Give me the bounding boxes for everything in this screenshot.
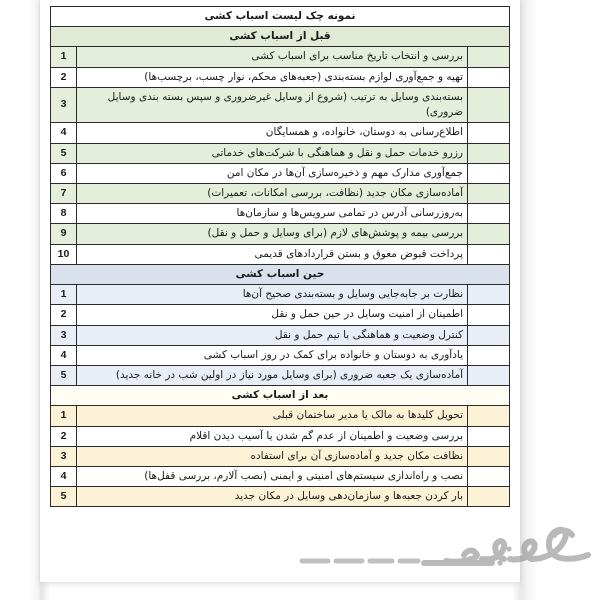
table-row [51, 487, 510, 507]
task-description: آماده‌سازی مکان جدید (نظافت، بررسی امکانات، تعمیرات) [77, 183, 468, 203]
row-number: 2 [51, 305, 77, 325]
section-heading: قبل از اسباب کشی [51, 27, 510, 47]
task-description: نصب و راه‌اندازی سیستم‌های امنیتی و ایمنی (نصب آلارم، بررسی قفل‌ها) [77, 467, 468, 487]
checkbox-cell[interactable] [468, 446, 510, 466]
checklist-table [50, 6, 510, 507]
table-row [51, 305, 510, 325]
row-number: 10 [51, 244, 77, 264]
checkbox-cell[interactable] [468, 123, 510, 143]
task-description: تحویل کلیدها به مالک یا مدیر ساختمان قبلی [77, 406, 468, 426]
checkbox-cell[interactable] [468, 365, 510, 385]
row-number: 5 [51, 365, 77, 385]
section-heading-row [51, 264, 510, 284]
row-number: 2 [51, 426, 77, 446]
row-number: 7 [51, 183, 77, 203]
checkbox-cell[interactable] [468, 325, 510, 345]
task-description: بسته‌بندی وسایل به ترتیب (شروع از وسایل غیرضروری و سپس بسته بندی وسایل ضروری) [77, 87, 468, 122]
table-row [51, 47, 510, 67]
section-heading: بعد از اسباب کشی [51, 386, 510, 406]
row-number: 3 [51, 87, 77, 122]
task-description: پرداخت قبوض معوق و بستن قراردادهای قدیمی [77, 244, 468, 264]
task-description: تهیه و جمع‌آوری لوازم بسته‌بندی (جعبه‌های محکم، نوار چسب، برچسب‌ها) [77, 67, 468, 87]
task-description: اطمینان از امنیت وسایل در حین حمل و نقل [77, 305, 468, 325]
table-row [51, 87, 510, 122]
table-row [51, 143, 510, 163]
section-heading-row [51, 386, 510, 406]
checkbox-cell[interactable] [468, 224, 510, 244]
row-number: 6 [51, 163, 77, 183]
row-number: 1 [51, 406, 77, 426]
table-row [51, 325, 510, 345]
checkbox-cell[interactable] [468, 163, 510, 183]
row-number: 1 [51, 47, 77, 67]
checkbox-cell[interactable] [468, 426, 510, 446]
task-description: اطلاع‌رسانی به دوستان، خانواده، و همسایگان [77, 123, 468, 143]
task-description: رزرو خدمات حمل و نقل و هماهنگی با شرکت‌های خدماتی [77, 143, 468, 163]
row-number: 2 [51, 67, 77, 87]
row-number: 4 [51, 467, 77, 487]
table-row [51, 224, 510, 244]
table-row [51, 446, 510, 466]
row-number: 5 [51, 143, 77, 163]
checkbox-cell[interactable] [468, 183, 510, 203]
table-row [51, 285, 510, 305]
task-description: بررسی و انتخاب تاریخ مناسب برای اسباب کشی [77, 47, 468, 67]
row-number: 9 [51, 224, 77, 244]
row-number: 3 [51, 446, 77, 466]
checkbox-cell[interactable] [468, 87, 510, 122]
table-row [51, 123, 510, 143]
table-row [51, 406, 510, 426]
task-description: یادآوری به دوستان و خانواده برای کمک در روز اسباب کشی [77, 345, 468, 365]
task-description: کنترل وضعیت و هماهنگی با تیم حمل و نقل [77, 325, 468, 345]
task-description: آماده‌سازی یک جعبه ضروری (برای وسایل مورد نیاز در اولین شب در خانه جدید) [77, 365, 468, 385]
table-row [51, 426, 510, 446]
table-row [51, 163, 510, 183]
task-description: بررسی بیمه و پوشش‌های لازم (برای وسایل و حمل و نقل) [77, 224, 468, 244]
checkbox-cell[interactable] [468, 345, 510, 365]
checkbox-cell[interactable] [468, 467, 510, 487]
row-number: 8 [51, 204, 77, 224]
row-number: 4 [51, 123, 77, 143]
table-row [51, 345, 510, 365]
table-row [51, 183, 510, 203]
checkbox-cell[interactable] [468, 406, 510, 426]
table-row [51, 67, 510, 87]
document-title-row [51, 7, 510, 27]
checkbox-cell[interactable] [468, 204, 510, 224]
checkbox-cell[interactable] [468, 285, 510, 305]
section-heading: حین اسباب کشی [51, 264, 510, 284]
table-row [51, 467, 510, 487]
section-heading-row [51, 27, 510, 47]
task-description: به‌روزرسانی آدرس در تمامی سرویس‌ها و سازمان‌ها [77, 204, 468, 224]
task-description: بار کردن جعبه‌ها و سازمان‌دهی وسایل در مکان جدید [77, 487, 468, 507]
table-row [51, 204, 510, 224]
row-number: 1 [51, 285, 77, 305]
task-description: بررسی وضعیت و اطمینان از عدم گم شدن یا آسیب دیدن اقلام [77, 426, 468, 446]
row-number: 5 [51, 487, 77, 507]
table-row [51, 244, 510, 264]
checkbox-cell[interactable] [468, 244, 510, 264]
checkbox-cell[interactable] [468, 487, 510, 507]
row-number: 3 [51, 325, 77, 345]
page-title: نمونه چک لیست اسباب کشی [51, 7, 510, 27]
checklist-document-sheet [40, 0, 520, 582]
task-description: جمع‌آوری مدارک مهم و ذخیره‌سازی آن‌ها در مکان امن [77, 163, 468, 183]
table-row [51, 365, 510, 385]
checkbox-cell[interactable] [468, 47, 510, 67]
task-description: نظارت بر جابه‌جایی وسایل و بسته‌بندی صحیح آن‌ها [77, 285, 468, 305]
checkbox-cell[interactable] [468, 305, 510, 325]
checkbox-cell[interactable] [468, 143, 510, 163]
checklist-table-body [51, 7, 510, 507]
task-description: نظافت مکان جدید و آماده‌سازی آن برای استفاده [77, 446, 468, 466]
row-number: 4 [51, 345, 77, 365]
checkbox-cell[interactable] [468, 67, 510, 87]
